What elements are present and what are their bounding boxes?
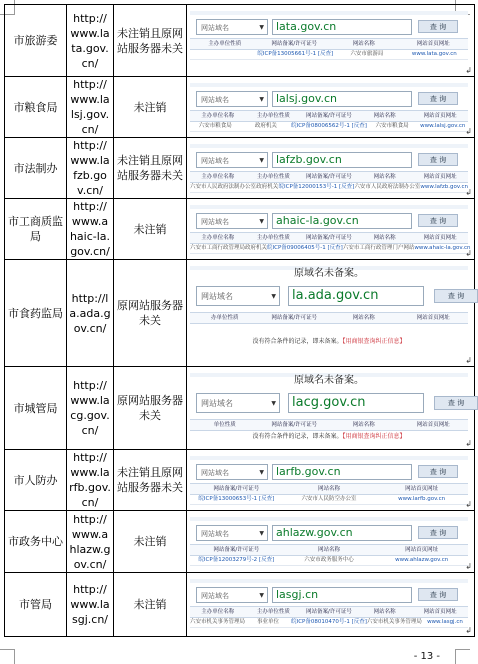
table-row: [5, 5, 475, 77]
search-type-select[interactable]: [196, 19, 268, 35]
result-cell[interactable]: www.lasgj.cn: [427, 619, 463, 625]
result-row: [190, 49, 468, 60]
icp-lookup-screenshot: [190, 373, 468, 439]
chevron-down-icon: ▼: [259, 530, 264, 537]
column-header: 网站首页网址: [405, 486, 439, 492]
icp-lookup-screenshot: [190, 517, 468, 562]
icp-lookup-screenshot: [190, 456, 468, 500]
screenshot-cell: [187, 367, 475, 450]
search-type-select[interactable]: [196, 213, 268, 229]
header-band: [190, 83, 468, 87]
column-header: 网站首页网址: [423, 113, 457, 119]
status-text: 未注销且原网站服务器未关: [114, 450, 187, 511]
header-band: [190, 456, 468, 460]
website-url: http://la.ada.gov.cn/: [67, 260, 114, 367]
department-name: 市工商质监局: [5, 199, 67, 260]
column-header: 网站备案/许可证号: [271, 422, 318, 428]
query-button[interactable]: 查 询: [418, 526, 458, 539]
paragraph-mark: ↲: [465, 188, 472, 197]
column-header: 网站首页网址: [423, 609, 457, 615]
search-type-select[interactable]: [196, 152, 268, 168]
result-row: [190, 121, 468, 132]
website-url: http://www.lasgj.cn/: [67, 573, 114, 637]
column-header: 单位性质: [213, 422, 236, 428]
result-cell: [190, 49, 257, 59]
column-header: 网站名称: [352, 422, 375, 428]
crop-mark: [455, 649, 470, 664]
result-cell: 六安市粮食局: [375, 123, 409, 129]
column-header: 网站备案/许可证号: [271, 41, 318, 47]
chevron-down-icon: ▼: [259, 469, 264, 476]
result-row: [190, 243, 471, 254]
column-header: 网站名称: [318, 486, 341, 492]
table-row: [5, 199, 475, 260]
result-cell: 六安市人民防空办公室: [301, 496, 357, 502]
header-band: [190, 11, 468, 15]
icp-lookup-screenshot: [190, 266, 468, 356]
result-cell: 政府机关: [256, 184, 279, 190]
domain-input[interactable]: ahaic-la.gov.cn: [272, 213, 412, 229]
icp-lookup-screenshot: [190, 579, 468, 626]
select-label: 网站域名: [201, 24, 229, 32]
screenshot-cell: [187, 138, 475, 199]
query-button[interactable]: 查 询: [434, 396, 478, 410]
paragraph-mark: ↲: [465, 439, 472, 448]
column-header: 网站备案/许可证号: [306, 609, 352, 615]
no-record-message: [190, 338, 468, 346]
paragraph-mark: ↲: [465, 500, 472, 509]
paragraph-mark: ↲: [465, 356, 472, 365]
result-cell[interactable]: 皖ICP备12003279号-2 [反查]: [198, 557, 275, 563]
domain-input[interactable]: ahlazw.gov.cn: [272, 525, 412, 541]
chevron-down-icon: ▼: [259, 592, 264, 599]
table-row: [5, 367, 475, 450]
column-header: 网站备案/许可证号: [306, 235, 352, 241]
search-row: [196, 213, 462, 231]
column-header: 主办单位名称: [201, 113, 235, 119]
table-row: [5, 573, 475, 637]
column-header: 网站名称: [352, 41, 375, 47]
no-record-message: [190, 433, 468, 441]
select-label: 网站域名: [201, 530, 229, 538]
column-header: 网站名称: [373, 609, 396, 615]
result-cell: 六安市人民政府法制办公室: [190, 184, 257, 190]
status-text: 未注销且原网站服务器未关: [114, 5, 187, 77]
result-row: [190, 182, 468, 193]
screenshot-cell: [187, 573, 475, 637]
result-row: [190, 555, 468, 566]
search-type-select[interactable]: [196, 587, 268, 603]
column-header: 网站名称: [352, 315, 375, 321]
website-url: http://www.lalsj.gov.cn/: [67, 77, 114, 138]
table-row: [5, 138, 475, 199]
column-header: 网站首页网址: [416, 422, 450, 428]
no-record-text: 没有符合条件的记录，即未备案。: [252, 338, 343, 345]
result-cell[interactable]: 皖ICP备13000653号-1 [反查]: [198, 496, 275, 502]
status-text: 未注销: [114, 511, 187, 573]
paragraph-mark: ↲: [465, 626, 472, 635]
result-cell[interactable]: www.lalsj.gov.cn: [420, 123, 466, 129]
result-cell: 六安市旅游局: [350, 51, 384, 57]
result-cell[interactable]: www.larfb.gov.cn: [398, 496, 446, 502]
website-url: http://www.lacg.gov.cn/: [67, 367, 114, 450]
table-row: [5, 77, 475, 138]
result-cell: 六安市工商行政管理门户网站: [342, 245, 415, 251]
website-url: http://www.larfb.gov.cn/: [67, 450, 114, 511]
status-text: 未注销且原网站服务器未关: [114, 138, 187, 199]
department-name: 市食药监局: [5, 260, 67, 367]
column-header: 网站备案/许可证号: [213, 486, 260, 492]
search-row: [196, 525, 462, 543]
website-url: http://www.ahlazw.gov.cn/: [67, 511, 114, 573]
status-text: 未注销: [114, 77, 187, 138]
paragraph-mark: ↲: [465, 127, 472, 136]
column-header: 主办单位性质: [256, 235, 290, 241]
unregistered-notice: 原域名未备案。: [294, 268, 364, 279]
result-row: [190, 617, 468, 628]
website-url: http://www.lafzb.gov.cn/: [67, 138, 114, 199]
result-cell: 六安市机关事务管理局: [366, 619, 422, 625]
website-status-table: [4, 4, 475, 637]
search-type-select[interactable]: [196, 91, 268, 107]
column-header: 办单位性质: [210, 315, 239, 321]
result-cell: 政府机关: [245, 245, 268, 251]
screenshot-cell: [187, 5, 475, 77]
header-band: [190, 579, 468, 583]
select-label: 网站域名: [201, 292, 233, 301]
column-header: 网站首页网址: [423, 235, 457, 241]
website-url: http://www.lata.gov.cn/: [67, 5, 114, 77]
result-cell[interactable]: 皖ICP备08010470号-1 [反查]: [291, 619, 367, 625]
select-label: 网站域名: [201, 96, 229, 104]
search-row: [196, 286, 465, 304]
department-name: 市粮食局: [5, 77, 67, 138]
table-row: [5, 260, 475, 367]
icp-lookup-screenshot: [190, 205, 471, 251]
crop-mark: [0, 649, 15, 664]
column-header: 主办单位性质: [256, 174, 290, 180]
department-name: 市旅游委: [5, 5, 67, 77]
chevron-down-icon: ▼: [271, 400, 276, 407]
screenshot-cell: [187, 511, 475, 573]
result-header: [190, 312, 468, 324]
search-type-select[interactable]: [196, 464, 268, 480]
query-button[interactable]: 查 询: [418, 214, 458, 227]
column-header: 主办单位名称: [201, 235, 235, 241]
domain-input[interactable]: larfb.gov.cn: [272, 464, 412, 480]
chevron-down-icon: ▼: [259, 218, 264, 225]
select-label: 网站域名: [201, 592, 229, 600]
domain-input[interactable]: lata.gov.cn: [272, 19, 412, 35]
table-row: [5, 450, 475, 511]
search-type-select[interactable]: [196, 286, 280, 306]
column-header: 网站名称: [373, 235, 396, 241]
result-cell: 六安市政务服务中心: [304, 557, 354, 563]
result-cell[interactable]: 皖ICP备13005661号-1 [反查]: [257, 51, 334, 57]
header-band: [190, 144, 468, 148]
query-button[interactable]: 查 询: [418, 588, 458, 601]
domain-input[interactable]: lacg.gov.cn: [288, 393, 424, 413]
status-text: 未注销: [114, 573, 187, 637]
column-header: 主办单位性质: [256, 609, 290, 615]
page-number: - 13 -: [413, 651, 440, 662]
department-name: 市人防办: [5, 450, 67, 511]
result-row: [190, 494, 468, 505]
department-name: 市管局: [5, 573, 67, 637]
no-record-text: 没有符合条件的记录，即未备案。: [252, 433, 343, 440]
screenshot-cell: [187, 77, 475, 138]
icp-lookup-screenshot: [190, 144, 468, 188]
column-header: 网站名称: [373, 174, 396, 180]
column-header: 网站名称: [318, 547, 341, 553]
screenshot-cell: [187, 199, 475, 260]
result-cell[interactable]: www.ahaic-la.gov.cn: [414, 245, 471, 251]
query-button[interactable]: 查 询: [418, 20, 458, 33]
result-cell[interactable]: 皖ICP备08006562号-1 [反查]: [291, 123, 367, 129]
department-name: 市政务中心: [5, 511, 67, 573]
select-label: 网站域名: [201, 157, 229, 165]
column-header: 网站名称: [373, 113, 396, 119]
chevron-down-icon: ▼: [259, 24, 264, 31]
query-button[interactable]: 查 询: [418, 465, 458, 478]
result-cell: 政府机关: [254, 123, 277, 129]
query-button[interactable]: 查 询: [418, 92, 458, 105]
chevron-down-icon: ▼: [259, 96, 264, 103]
correction-link[interactable]: 【用商银查询纠正信息】: [342, 338, 406, 345]
column-header: 网站首页网址: [423, 174, 457, 180]
domain-input[interactable]: lalsj.gov.cn: [272, 91, 412, 107]
search-type-select[interactable]: [196, 393, 280, 413]
column-header: 主办单位性质: [208, 41, 242, 47]
chevron-down-icon: ▼: [271, 293, 276, 300]
header-band: [190, 517, 468, 521]
result-cell: 六安市粮食局: [198, 123, 232, 129]
paragraph-mark: ↲: [465, 66, 472, 75]
column-header: 主办单位性质: [256, 113, 290, 119]
column-header: 网站备案/许可证号: [271, 315, 318, 321]
domain-input[interactable]: lasgj.cn: [272, 587, 412, 603]
search-row: [196, 152, 462, 170]
result-cell[interactable]: 皖ICP备12000153号-1 [反查]: [278, 184, 355, 190]
domain-input[interactable]: lafzb.gov.cn: [272, 152, 412, 168]
unregistered-notice: 原域名未备案。: [294, 375, 364, 386]
column-header: 网站备案/许可证号: [213, 547, 260, 553]
result-header: [190, 419, 468, 431]
column-header: 网站备案/许可证号: [306, 113, 352, 119]
result-cell: 六安市人民政府法制办公室: [354, 184, 421, 190]
paragraph-mark: ↲: [465, 562, 472, 571]
department-name: 市城管局: [5, 367, 67, 450]
column-header: 主办单位名称: [201, 174, 235, 180]
header-band: [190, 205, 468, 209]
search-row: [196, 587, 462, 605]
select-label: 网站域名: [201, 399, 233, 408]
search-row: [196, 19, 462, 37]
search-row: [196, 393, 465, 411]
icp-lookup-screenshot: [190, 83, 468, 127]
department-name: 市法制办: [5, 138, 67, 199]
result-cell: 六安市工商行政管理局: [190, 245, 246, 251]
screenshot-cell: [187, 260, 475, 367]
search-row: [196, 464, 462, 482]
result-cell: 事业单位: [257, 619, 280, 625]
domain-input[interactable]: la.ada.gov.cn: [288, 286, 424, 306]
status-text: 原网站服务器未关: [114, 260, 187, 367]
result-cell[interactable]: 皖ICP备09006405号-1 [反查]: [267, 245, 343, 251]
select-label: 网站域名: [201, 469, 229, 477]
result-cell[interactable]: www.ahlazw.gov.cn: [395, 557, 449, 563]
select-label: 网站域名: [201, 218, 229, 226]
column-header: 网站首页网址: [416, 315, 450, 321]
website-url: http://www.ahaic-la.gov.cn/: [67, 199, 114, 260]
query-button[interactable]: 查 询: [418, 153, 458, 166]
result-cell[interactable]: www.lata.gov.cn: [411, 51, 457, 57]
result-cell[interactable]: www.lafzb.gov.cn: [420, 184, 468, 190]
screenshot-cell: [187, 450, 475, 511]
paragraph-mark: ↲: [465, 249, 472, 258]
icp-lookup-screenshot: [190, 11, 468, 66]
search-row: [196, 91, 462, 109]
result-cell: 六安市机关事务管理局: [190, 619, 246, 625]
column-header: 网站首页网址: [405, 547, 439, 553]
search-type-select[interactable]: [196, 525, 268, 541]
column-header: 网站备案/许可证号: [306, 174, 352, 180]
query-button[interactable]: 查 询: [434, 289, 478, 303]
status-text: 未注销: [114, 199, 187, 260]
column-header: 网站首页网址: [416, 41, 450, 47]
chevron-down-icon: ▼: [259, 157, 264, 164]
table-row: [5, 511, 475, 573]
column-header: 主办单位名称: [201, 609, 235, 615]
correction-link[interactable]: 【用商银查询纠正信息】: [342, 433, 406, 440]
status-text: 原网站服务器未关: [114, 367, 187, 450]
